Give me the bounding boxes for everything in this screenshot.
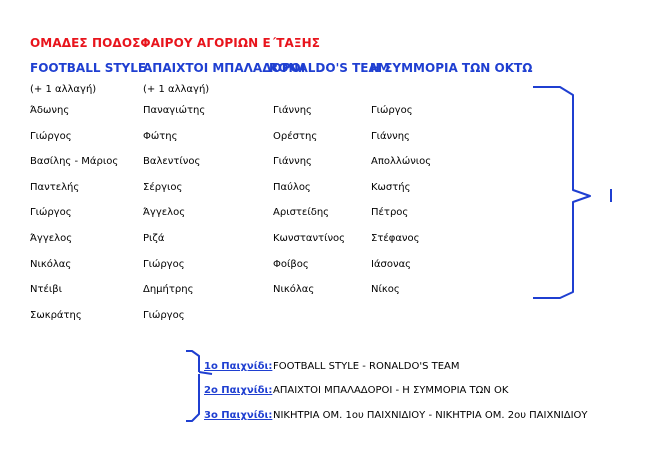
right-bracket [533,87,590,298]
player-name: Φοίβος [273,259,309,270]
player-name: Βασίλης - Μάριος [30,156,119,167]
player-name: Νίκος [371,284,400,295]
match-1-text: FOOTBALL STYLE - RONALDO'S TEAM [273,361,460,372]
player-name: Γιώργος [371,105,413,116]
player-name: Κωνσταντίνος [273,233,346,244]
player-name: Γιάννης [371,131,410,142]
player-name: Ντέιβι [30,284,63,295]
player-name: Ιάσονας [371,259,412,270]
player-name: Άδωνης [30,105,70,116]
player-name: Παύλος [273,182,311,193]
left-bracket-bottom [186,396,199,421]
player-name: Αριστείδης [273,207,330,218]
team-header-apaixtoi: ΑΠΑΙΧΤΟΙ ΜΠΑΛΑΔΟΡΟΙ [143,61,306,75]
player-name: Νικόλας [30,259,72,270]
player-name: Ορέστης [273,131,318,142]
player-name: Γιώργος [30,131,72,142]
match-2-text: ΑΠΑΙΧΤΟΙ ΜΠΑΛΑΔΟΡΟΙ - Η ΣΥΜΜΟΡΙΑ ΤΩΝ ΟΚ [273,385,509,396]
player-name: Σέργιος [143,182,183,193]
team-header-football-style: FOOTBALL STYLE [30,61,147,75]
team-substitution-note: (+ 1 αλλαγή) [143,84,210,95]
player-name: Κωστής [371,182,411,193]
player-name: Βαλεντίνος [143,156,201,167]
player-name: Παντελής [30,182,80,193]
player-name: Παναγιώτης [143,105,206,116]
player-name: Στέφανος [371,233,420,244]
match-3-link[interactable]: 3ο Παιχνίδι: [204,410,273,421]
player-name: Απολλώνιος [371,156,432,167]
player-name: Άγγελος [143,207,186,218]
page-title: ΟΜΑΔΕΣ ΠΟΔΟΣΦΑΙΡΟΥ ΑΓΟΡΙΩΝ Ε΄ΤΑΞΗΣ [30,36,321,50]
team-header-symmoria: Η ΣΥΜΜΟΡΙΑ ΤΩΝ ΟΚΤΩ [370,61,533,75]
player-name: Νικόλας [273,284,315,295]
player-name: Γιώργος [143,259,185,270]
team-header-ronaldos-team: RONALDO'S TEAM [269,61,390,75]
player-name: Γιώργος [143,310,185,321]
player-name: Φώτης [143,131,178,142]
player-name: Ριζά [143,233,165,244]
match-3-text: ΝΙΚΗΤΡΙΑ ΟΜ. 1ου ΠΑΙΧΝΙΔΙΟΥ - ΝΙΚΗΤΡΙΑ ΟΜ. 2ου ΠΑΙΧΝΙΔΙΟΥ [273,410,588,421]
player-name: Γιώργος [30,207,72,218]
left-bracket-top [186,351,199,372]
player-name: Γιάννης [273,105,312,116]
player-name: Σωκράτης [30,310,82,321]
player-name: Πέτρος [371,207,409,218]
match-2-link[interactable]: 2ο Παιχνίδι: [204,385,273,396]
player-name: Δημήτρης [143,284,194,295]
player-name: Άγγελος [30,233,73,244]
team-substitution-note: (+ 1 αλλαγή) [30,84,97,95]
player-name: Γιάννης [273,156,312,167]
match-1-link[interactable]: 1ο Παιχνίδι: [204,361,273,372]
